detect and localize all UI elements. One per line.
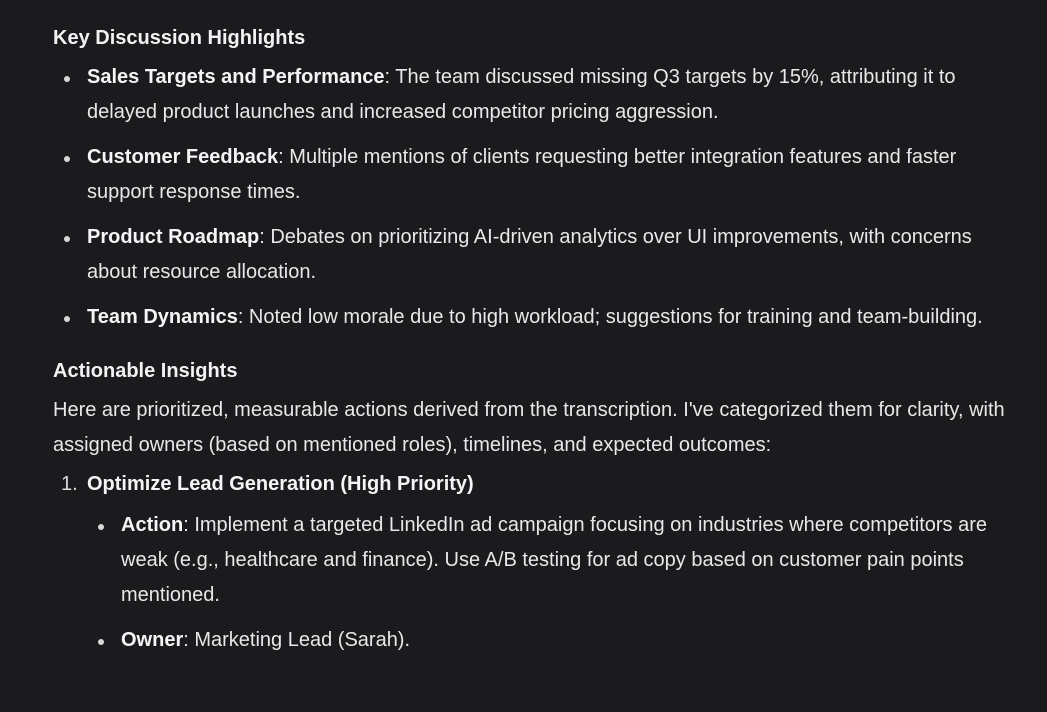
item-text: : Multiple mentions of clients requesting better integration features and faster support response times. xyxy=(87,146,957,203)
section-heading-highlights: Key Discussion Highlights xyxy=(53,27,306,49)
detail-label: Action xyxy=(121,514,184,536)
detail-item xyxy=(87,623,1013,658)
item-text: : Debates on prioritizing AI-driven analytics over UI improvements, with concerns about resource allocation. xyxy=(87,226,972,283)
action-item xyxy=(53,467,1013,658)
action-title: Optimize Lead Generation (High Priority) xyxy=(87,473,474,495)
chat-response-content xyxy=(53,20,1013,668)
detail-text: : Implement a targeted LinkedIn ad campaign focusing on industries where competitors are weak (e.g., healthcare and finance). Use A/B testing for ad copy based on customer pain points mentioned. xyxy=(121,514,987,606)
highlights-list xyxy=(53,60,1013,335)
item-title: Customer Feedback xyxy=(87,146,279,168)
item-title: Team Dynamics xyxy=(87,306,238,328)
item-text: : The team discussed missing Q3 targets by 15%, attributing it to delayed product launches and increased competitor pricing aggression. xyxy=(87,66,956,123)
detail-label: Owner xyxy=(121,629,184,651)
list-item xyxy=(53,220,1013,290)
insights-intro: Here are prioritized, measurable actions derived from the transcription. I've categorized them for clarity, with assigned owners (based on mentioned roles), timelines, and expected outcomes: xyxy=(53,399,1005,456)
action-number: 1. xyxy=(61,473,78,495)
list-item xyxy=(53,60,1013,130)
detail-text: : Marketing Lead (Sarah). xyxy=(183,629,411,651)
list-item xyxy=(53,300,1013,335)
list-item xyxy=(53,140,1013,210)
item-title: Sales Targets and Performance xyxy=(87,66,385,88)
item-text: : Noted low morale due to high workload; suggestions for training and team-building. xyxy=(237,306,983,328)
action-details xyxy=(87,508,1013,658)
actions-list xyxy=(53,467,1013,658)
item-title: Product Roadmap xyxy=(87,226,260,248)
detail-item xyxy=(87,508,1013,613)
section-heading-insights: Actionable Insights xyxy=(53,360,238,382)
